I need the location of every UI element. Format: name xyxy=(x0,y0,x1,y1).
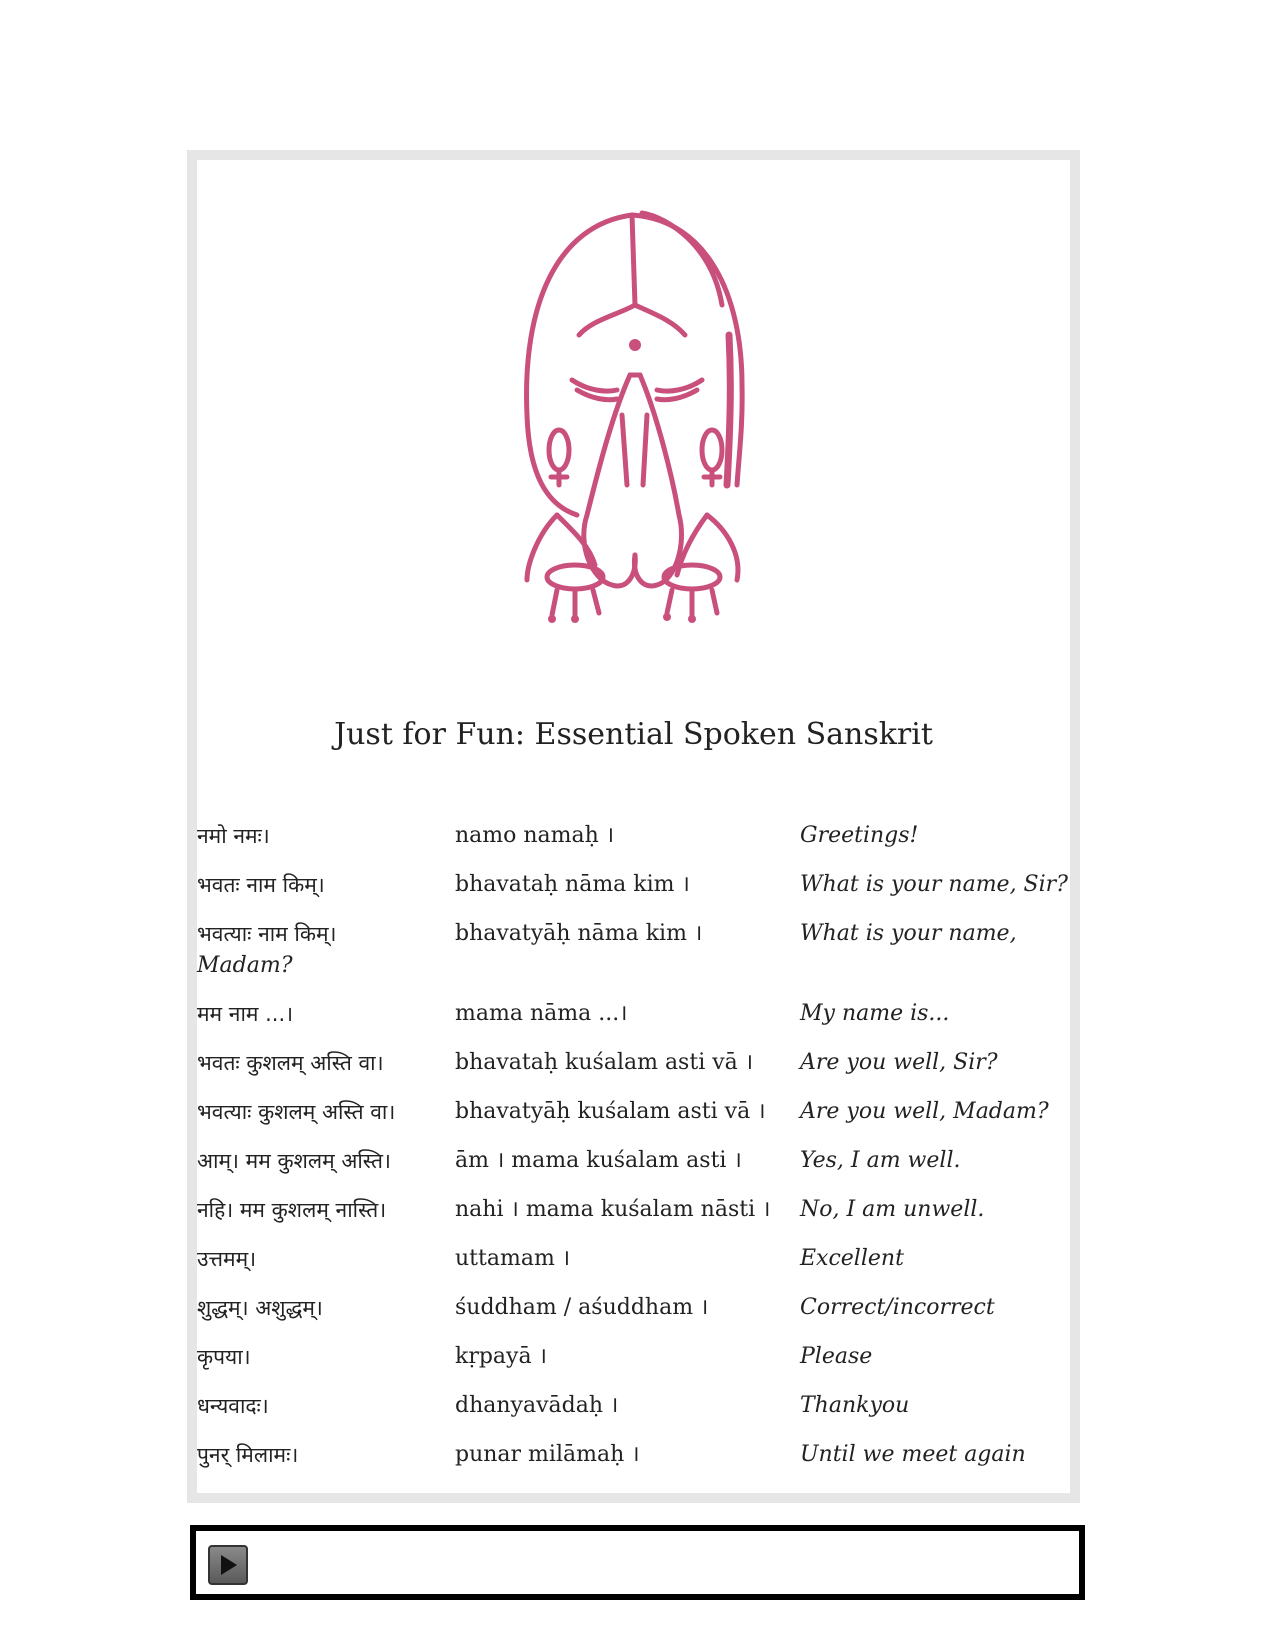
transliteration: bhavatyāḥ nāma kim । xyxy=(455,921,703,946)
devanagari-phrase xyxy=(197,918,455,998)
english-translation: Are you well, Madam? xyxy=(800,1099,1049,1124)
audio-player xyxy=(190,1525,1085,1600)
devanagari-phrase: भवतः कुशलम् अस्ति वा। xyxy=(197,1051,384,1075)
english-translation: Are you well, Sir? xyxy=(800,1050,998,1075)
table-row xyxy=(197,1096,1070,1145)
table-row xyxy=(197,1194,1070,1243)
table-row xyxy=(197,1292,1070,1341)
table-row xyxy=(197,820,1070,869)
english-translation: What is your name, Sir? xyxy=(800,872,1068,897)
english-translation: Until we meet again xyxy=(800,1442,1026,1467)
devanagari-phrase: भवतः नाम किम्। xyxy=(197,873,325,897)
transliteration: dhanyavādaḥ । xyxy=(455,1393,619,1418)
english-translation: Excellent xyxy=(800,1246,904,1271)
devanagari-phrase: पुनर् मिलामः। xyxy=(197,1443,299,1467)
content-panel xyxy=(187,150,1080,1503)
table-row xyxy=(197,918,1070,998)
phrase-table xyxy=(197,820,1070,1488)
table-row xyxy=(197,1243,1070,1292)
transliteration: bhavataḥ nāma kim । xyxy=(455,872,690,897)
devanagari-phrase: कृपया। xyxy=(197,1345,251,1369)
devanagari-phrase: भवत्याः कुशलम् अस्ति वा। xyxy=(197,1100,396,1124)
transliteration: śuddham / aśuddham । xyxy=(455,1295,709,1320)
transliteration: ām । mama kuśalam asti । xyxy=(455,1148,742,1173)
devanagari-phrase: धन्यवादः। xyxy=(197,1394,269,1418)
transliteration: namo namaḥ । xyxy=(455,823,615,848)
english-translation: Yes, I am well. xyxy=(800,1148,961,1173)
english-translation: Please xyxy=(800,1344,873,1369)
devanagari-wrap-text: Madam? xyxy=(197,953,293,978)
namaste-woman-illustration xyxy=(517,185,787,635)
table-row xyxy=(197,1047,1070,1096)
devanagari-phrase: मम नाम ...। xyxy=(197,1002,294,1026)
devanagari-phrase: शुद्धम्। अशुद्धम्। xyxy=(197,1296,323,1320)
english-translation: Greetings! xyxy=(800,823,919,848)
table-row xyxy=(197,869,1070,918)
devanagari-phrase: आम्। मम कुशलम् अस्ति। xyxy=(197,1149,391,1173)
english-translation: No, I am unwell. xyxy=(800,1197,985,1222)
table-row xyxy=(197,1341,1070,1390)
english-translation: Correct/incorrect xyxy=(800,1295,995,1320)
play-icon xyxy=(219,1554,239,1576)
table-row xyxy=(197,1145,1070,1194)
transliteration: bhavatyāḥ kuśalam asti vā । xyxy=(455,1099,766,1124)
english-translation: What is your name, xyxy=(800,921,1017,946)
transliteration: bhavataḥ kuśalam asti vā । xyxy=(455,1050,754,1075)
transliteration: uttamam । xyxy=(455,1246,571,1271)
transliteration: nahi । mama kuśalam nāsti । xyxy=(455,1197,771,1222)
devanagari-phrase: नमो नमः। xyxy=(197,824,270,848)
devanagari-phrase: उत्तमम्। xyxy=(197,1247,257,1271)
devanagari-phrase: नहि। मम कुशलम् नास्ति। xyxy=(197,1198,387,1222)
page-title: Just for Fun: Essential Spoken Sanskrit xyxy=(334,717,933,752)
table-row xyxy=(197,998,1070,1047)
transliteration: punar milāmaḥ । xyxy=(455,1442,640,1467)
english-translation: My name is... xyxy=(800,1001,950,1026)
transliteration: kṛpayā । xyxy=(455,1344,547,1369)
english-translation: Thankyou xyxy=(800,1393,910,1418)
devanagari-phrase-text: भवत्याः नाम किम्। xyxy=(197,922,337,946)
transliteration: mama nāma ...। xyxy=(455,1001,628,1026)
table-row xyxy=(197,1439,1070,1488)
play-button[interactable] xyxy=(208,1545,248,1585)
table-row xyxy=(197,1390,1070,1439)
